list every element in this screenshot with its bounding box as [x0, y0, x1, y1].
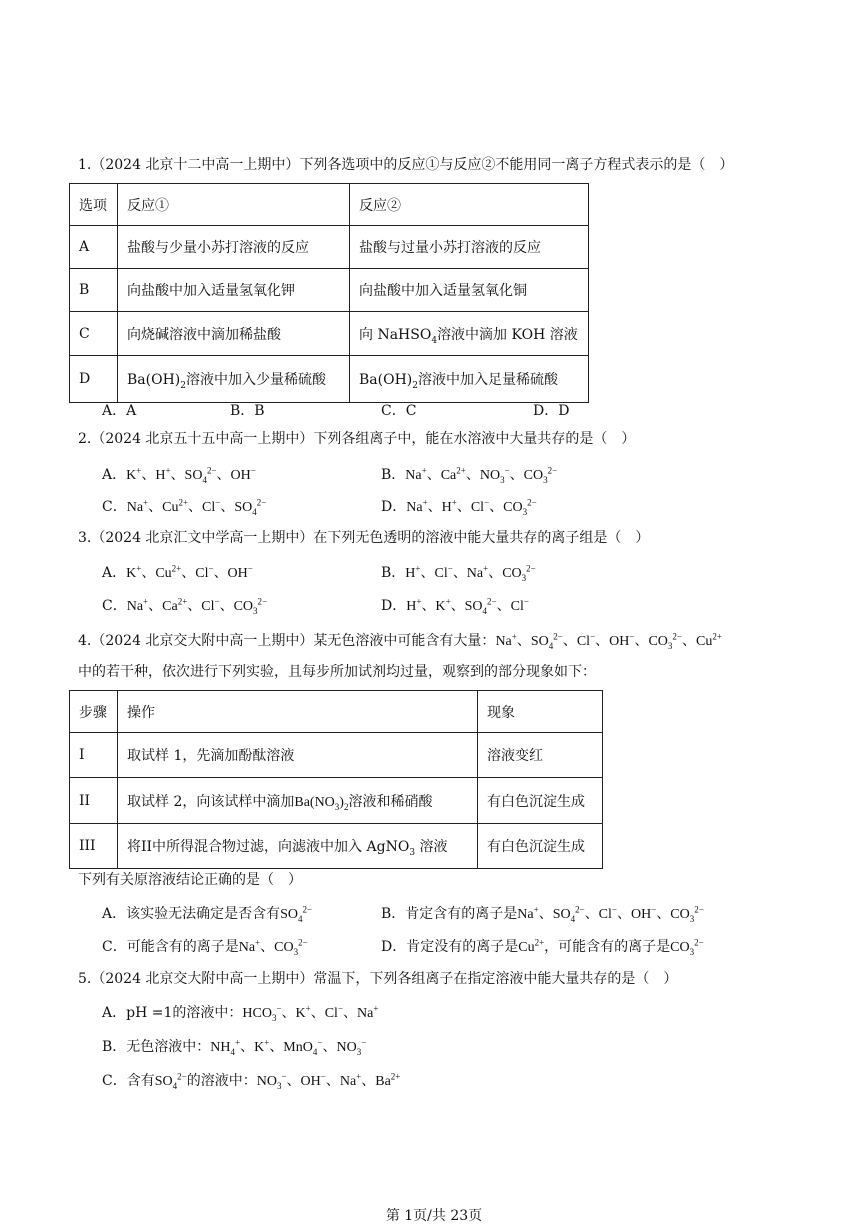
q4-operation-cell: 将II中所得混合物过滤，向滤液中加入 AgNO$_3$ 溶液: [118, 824, 478, 869]
q4-step-cell: I: [70, 733, 118, 778]
q1-stem: 1.（2024 北京十二中高一上期中）下列各选项中的反应①与反应②不能用同一离子方程式表示的是（ ）: [78, 157, 734, 173]
table-row: [70, 312, 589, 356]
q1-reaction1-cell: 盐酸与少量小苏打溶液的反应: [118, 226, 350, 269]
q4-stem-line2: 中的若干种，依次进行下列实验，且每步所加试剂均过量，观察到的部分现象如下：: [78, 664, 596, 680]
q1-option-cell: A: [70, 226, 118, 269]
q4-step-cell: II: [70, 778, 118, 824]
q4-option-c[interactable]: C．可能含有的离子是Na+、$CO_3^{2-}$: [102, 937, 308, 957]
q1-options: [0, 401, 868, 421]
q4-option-d[interactable]: D．肯定没有的离子是$Cu^{2+}$，可能含有的离子是$CO_3^{2-}$: [381, 937, 704, 957]
q1-reaction2-cell: 向 NaHSO$_4$溶液中滴加 KOH 溶液: [350, 312, 589, 356]
q4-table-header: [70, 691, 603, 733]
page-number: 第 1页/共 23页: [385, 1208, 483, 1224]
q3-option-b[interactable]: B．H+、Cl−、Na+、$CO_3^{2-}$: [381, 563, 536, 583]
q1-option-cell: C: [70, 312, 118, 356]
table-row: [70, 824, 603, 869]
q1-table: [69, 183, 589, 403]
q1-reaction2-cell: 向盐酸中加入适量氢氧化铜: [350, 269, 589, 312]
q5-option-b-row: [0, 1037, 868, 1057]
q4-operation-cell: 取试样 1，先滴加酚酞溶液: [118, 733, 478, 778]
q4-question: 下列有关原溶液结论正确的是（ ）: [78, 872, 302, 888]
q1-header-cell: 选项: [70, 184, 118, 226]
q1-option-d[interactable]: D．D: [533, 403, 570, 419]
q4-options-row1: [0, 904, 868, 924]
q4-table: [69, 690, 603, 869]
q4-header-cell: 现象: [478, 691, 603, 733]
q1-option-cell: D: [70, 356, 118, 403]
q4-stem: 4.（2024 北京交大附中高一上期中）某无色溶液中可能含有大量：Na+、$SO_4^{2-}$、Cl−、OH−、$CO_3^{2-}$、$Cu^{2+}$: [78, 631, 722, 651]
q1-option-cell: B: [70, 269, 118, 312]
q2-options-row2: [0, 497, 868, 517]
q3-options-row1: [0, 563, 868, 583]
q5-stem: 5.（2024 北京交大附中高一上期中）常温下，下列各组离子在指定溶液中能大量共存的是（ ）: [78, 971, 678, 987]
q4-step-cell: III: [70, 824, 118, 869]
table-row: [70, 778, 603, 824]
q5-option-b[interactable]: B．无色溶液中：$NH_4^+$、K+、MnO$_4$−、$NO_3^-$: [102, 1037, 367, 1057]
q1-reaction1-cell: 向烧碱溶液中滴加稀盐酸: [118, 312, 350, 356]
q4-result-cell: 溶液变红: [478, 733, 603, 778]
table-row: [70, 269, 589, 312]
q1-table-header: [70, 184, 589, 226]
q4-result-cell: 有白色沉淀生成: [478, 778, 603, 824]
q3-option-c[interactable]: C．Na+、$Ca^{2+}$、Cl−、$CO_3^{2-}$: [102, 596, 268, 616]
q2-stem: 2.（2024 北京五十五中高一上期中）下列各组离子中，能在水溶液中大量共存的是（ ）: [78, 431, 636, 447]
q1-reaction2-cell: 盐酸与过量小苏打溶液的反应: [350, 226, 589, 269]
q1-header-cell: 反应①: [118, 184, 350, 226]
q4-option-b[interactable]: B．肯定含有的离子是Na+、$SO_4^{2-}$、Cl−、OH−、$CO_3^{2-}$: [381, 904, 704, 924]
q4-operation-cell: 取试样 2，向该试样中滴加$Ba(NO_3)_2$溶液和稀硝酸: [118, 778, 478, 824]
q3-option-a[interactable]: A．K+、$Cu^{2+}$、Cl−、OH−: [102, 563, 253, 581]
table-row: [70, 356, 589, 403]
q3-stem: 3.（2024 北京汇文中学高一上期中）在下列无色透明的溶液中能大量共存的离子组是（ ）: [78, 530, 650, 546]
q5-option-c[interactable]: C．含有$SO_4^{2-}$的溶液中：$NO_3^-$、OH−、Na+、$Ba^{2+}$: [102, 1071, 401, 1091]
table-row: [70, 733, 603, 778]
q4-result-cell: 有白色沉淀生成: [478, 824, 603, 869]
q1-reaction1-cell: $Ba(OH)_2$溶液中加入少量稀硫酸: [118, 356, 350, 403]
q1-reaction1-cell: 向盐酸中加入适量氢氧化钾: [118, 269, 350, 312]
q1-option-b[interactable]: B．B: [230, 403, 265, 419]
table-row: [70, 226, 589, 269]
q4-header-cell: 步骤: [70, 691, 118, 733]
q3-options-row2: [0, 596, 868, 616]
q4-header-cell: 操作: [118, 691, 478, 733]
q2-options-row1: [0, 465, 868, 485]
q4-options-row2: [0, 937, 868, 957]
q5-option-a[interactable]: A．pH =1的溶液中：$HCO_3^-$、K+、Cl−、Na+: [102, 1003, 379, 1023]
q1-option-c[interactable]: C．C: [381, 403, 417, 419]
q5-option-a-row: [0, 1003, 868, 1023]
q2-option-b[interactable]: B．Na+、$Ca^{2+}$、$NO_3^-$、$CO_3^{2-}$: [381, 465, 558, 485]
q1-option-a[interactable]: A．A: [102, 403, 137, 419]
q4-option-a[interactable]: A．该实验无法确定是否含有$SO_4^{2-}$: [102, 904, 313, 924]
q1-header-cell: 反应②: [350, 184, 589, 226]
q5-option-c-row: [0, 1071, 868, 1091]
q2-option-a[interactable]: A．K+、H+、$SO_4^{2-}$、OH−: [102, 465, 256, 485]
q1-reaction2-cell: $Ba(OH)_2$溶液中加入足量稀硫酸: [350, 356, 589, 403]
q2-option-d[interactable]: D．Na+、H+、Cl−、$CO_3^{2-}$: [381, 497, 537, 517]
q2-option-c[interactable]: C．Na+、$Cu^{2+}$、Cl−、$SO_4^{2-}$: [102, 497, 267, 517]
q3-option-d[interactable]: D．H+、K+、$SO_4^{2-}$、Cl−: [381, 596, 529, 616]
